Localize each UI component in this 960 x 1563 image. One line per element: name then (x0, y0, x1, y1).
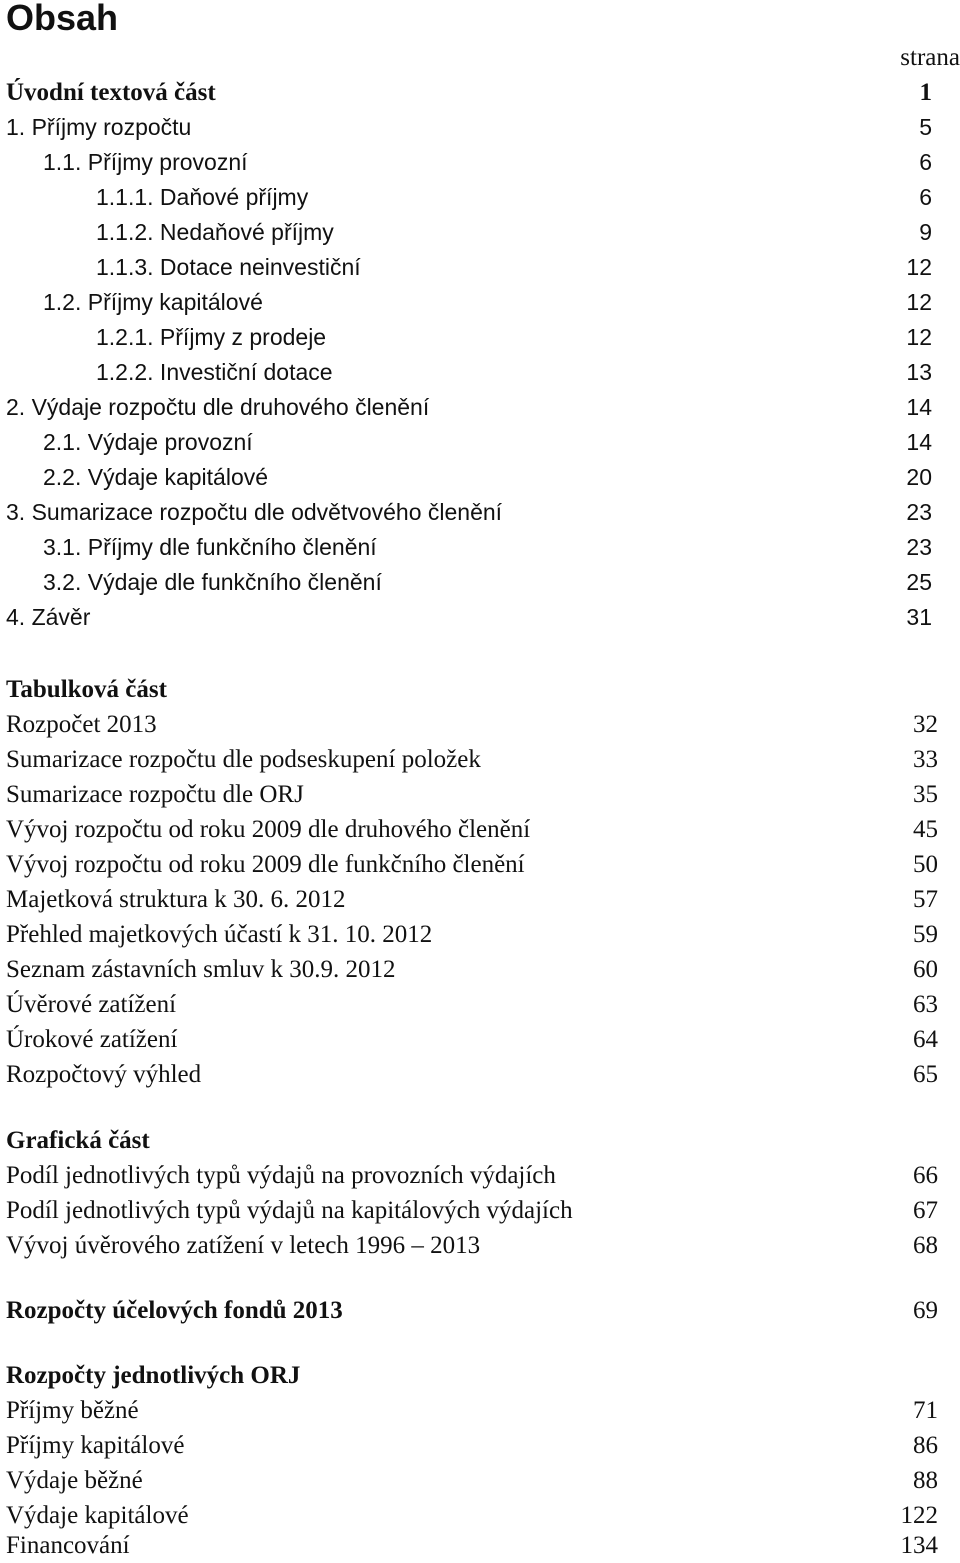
toc-entry-label: 1.1.2. Nedaňové příjmy (96, 219, 334, 245)
toc-entry-label: Úvodní textová část (6, 79, 216, 106)
toc-entry (6, 882, 938, 917)
toc-entry (43, 460, 932, 495)
toc-entry-page: 23 (906, 499, 932, 525)
toc-entry-label: Financování (6, 1532, 130, 1559)
toc-entry-label: 1.2.1. Příjmy z prodeje (96, 324, 327, 350)
toc-entry-label: Rozpočtový výhled (6, 1061, 202, 1088)
toc-entry-page: 64 (913, 1026, 938, 1053)
toc-entry-label: Přehled majetkových účastí k 31. 10. 2012 (6, 921, 433, 948)
toc-entry (43, 285, 932, 320)
toc-entry (96, 215, 932, 250)
toc-entry-label: Podíl jednotlivých typů výdajů na kapitálových výdajích (6, 1197, 573, 1224)
section-heading-label: Rozpočty jednotlivých ORJ (6, 1362, 301, 1389)
toc-entry-label: Rozpočet 2013 (6, 711, 157, 738)
toc-entry-label: 3.1. Příjmy dle funkčního členění (43, 534, 377, 560)
toc-entry-label: Sumarizace rozpočtu dle podseskupení položek (6, 746, 481, 773)
toc-entry-page: 12 (906, 324, 932, 350)
toc-entry (6, 1428, 938, 1463)
toc-entry-label: Sumarizace rozpočtu dle ORJ (6, 781, 304, 808)
toc-entry (6, 847, 938, 882)
toc-entry-label: Seznam zástavních smluv k 30.9. 2012 (6, 956, 396, 983)
toc-entry-label: Vývoj rozpočtu od roku 2009 dle funkčního členění (6, 851, 525, 878)
toc-entry-label: Výdaje kapitálové (6, 1502, 189, 1529)
toc-entry-page: 67 (913, 1197, 938, 1224)
section-heading (6, 1358, 938, 1393)
toc-entry-page: 14 (906, 394, 932, 420)
toc-entry-page: 12 (906, 254, 932, 280)
toc-entry (96, 180, 932, 215)
toc-entry (6, 1293, 938, 1328)
toc-entry-page: 6 (919, 184, 932, 210)
toc-entry-label: 1.2. Příjmy kapitálové (43, 289, 263, 315)
section-heading (6, 672, 938, 707)
toc-entry (6, 1393, 938, 1428)
toc-entry-label: Podíl jednotlivých typů výdajů na provozních výdajích (6, 1162, 556, 1189)
section-heading (6, 1123, 938, 1158)
toc-entry (6, 1528, 938, 1563)
toc-entry-label: 4. Závěr (6, 604, 91, 630)
toc-entry-label: Úrokové zatížení (6, 1026, 178, 1053)
toc-entry-page: 1 (919, 79, 932, 106)
toc-entry-page: 14 (906, 429, 932, 455)
toc-entry-page: 12 (906, 289, 932, 315)
section-heading-label: Grafická část (6, 1127, 150, 1154)
toc-entry-label: 3.2. Výdaje dle funkčního členění (43, 569, 382, 595)
toc-entry-label: Vývoj rozpočtu od roku 2009 dle druhového členění (6, 816, 531, 843)
toc-entry-label: Úvěrové zatížení (6, 991, 177, 1018)
toc-entry (96, 355, 932, 390)
toc-entry-label: Příjmy běžné (6, 1397, 139, 1424)
toc-entry-label: Vývoj úvěrového zatížení v letech 1996 – 2013 (6, 1232, 481, 1259)
toc-entry-page: 9 (919, 219, 932, 245)
section-heading-label: Tabulková část (6, 676, 167, 703)
toc-entry (6, 707, 938, 742)
toc-entry (6, 1158, 938, 1193)
toc-entry-page: 50 (913, 851, 938, 878)
toc-entry (6, 1193, 938, 1228)
toc-entry-page: 65 (913, 1061, 938, 1088)
toc-entry-page: 33 (913, 746, 938, 773)
toc-entry (6, 600, 932, 635)
toc-entry-page: 20 (906, 464, 932, 490)
toc-entry-label: 1.1.3. Dotace neinvestiční (96, 254, 361, 280)
toc-entry-label: Majetková struktura k 30. 6. 2012 (6, 886, 346, 913)
toc-entry-label: Výdaje běžné (6, 1467, 143, 1494)
toc-entry-page: 66 (913, 1162, 938, 1189)
toc-entry-label: 1. Příjmy rozpočtu (6, 114, 192, 140)
toc-entry-page: 31 (906, 604, 932, 630)
toc-entry-page: 45 (913, 816, 938, 843)
toc-entry (96, 320, 932, 355)
toc-entry-label: 3. Sumarizace rozpočtu dle odvětvového členění (6, 499, 503, 525)
toc-entry (6, 1228, 938, 1263)
toc-entry-page: 86 (913, 1432, 938, 1459)
toc-entry-label: 2.2. Výdaje kapitálové (43, 464, 269, 490)
toc-entry (6, 1022, 938, 1057)
toc-entry-page: 68 (913, 1232, 938, 1259)
toc-entry (43, 565, 932, 600)
toc-entry-page: 23 (906, 534, 932, 560)
page-title: Obsah (6, 0, 119, 38)
toc-entry (6, 1463, 938, 1498)
toc-entry-page: 122 (900, 1502, 938, 1529)
toc-entry (6, 742, 938, 777)
toc-entry (6, 952, 938, 987)
toc-entry-label: 1.1.1. Daňové příjmy (96, 184, 309, 210)
toc-entry-label: 1.2.2. Investiční dotace (96, 359, 333, 385)
toc-entry-label: Příjmy kapitálové (6, 1432, 185, 1459)
toc-entry-page: 57 (913, 886, 938, 913)
toc-entry (6, 110, 932, 145)
toc-entry (43, 530, 932, 565)
toc-entry-page: 60 (913, 956, 938, 983)
toc-entry (43, 145, 932, 180)
toc-entry-label: Rozpočty účelových fondů 2013 (6, 1297, 343, 1324)
toc-entry (6, 1057, 938, 1092)
toc-entry (6, 812, 938, 847)
toc-entry-page: 63 (913, 991, 938, 1018)
toc-entry-page: 71 (913, 1397, 938, 1424)
toc-entry-label: 2.1. Výdaje provozní (43, 429, 253, 455)
page-column-label: strana (900, 44, 960, 71)
toc-entry (6, 777, 938, 812)
toc-entry (6, 917, 938, 952)
toc-entry (6, 495, 932, 530)
toc-entry-page: 134 (900, 1532, 938, 1559)
toc-entry-label: 1.1. Příjmy provozní (43, 149, 248, 175)
toc-entry (6, 75, 932, 110)
toc-entry-page: 59 (913, 921, 938, 948)
toc-entry-page: 6 (919, 149, 932, 175)
toc-entry-page: 88 (913, 1467, 938, 1494)
toc-entry-page: 13 (906, 359, 932, 385)
toc-entry-page: 69 (913, 1297, 938, 1324)
toc-entry (43, 425, 932, 460)
toc-entry (6, 987, 938, 1022)
toc-entry-page: 25 (906, 569, 932, 595)
toc-entry (6, 390, 932, 425)
toc-entry-label: 2. Výdaje rozpočtu dle druhového členění (6, 394, 430, 420)
toc-entry (96, 250, 932, 285)
toc-entry-page: 5 (919, 114, 932, 140)
toc-entry-page: 32 (913, 711, 938, 738)
toc-entry-page: 35 (913, 781, 938, 808)
